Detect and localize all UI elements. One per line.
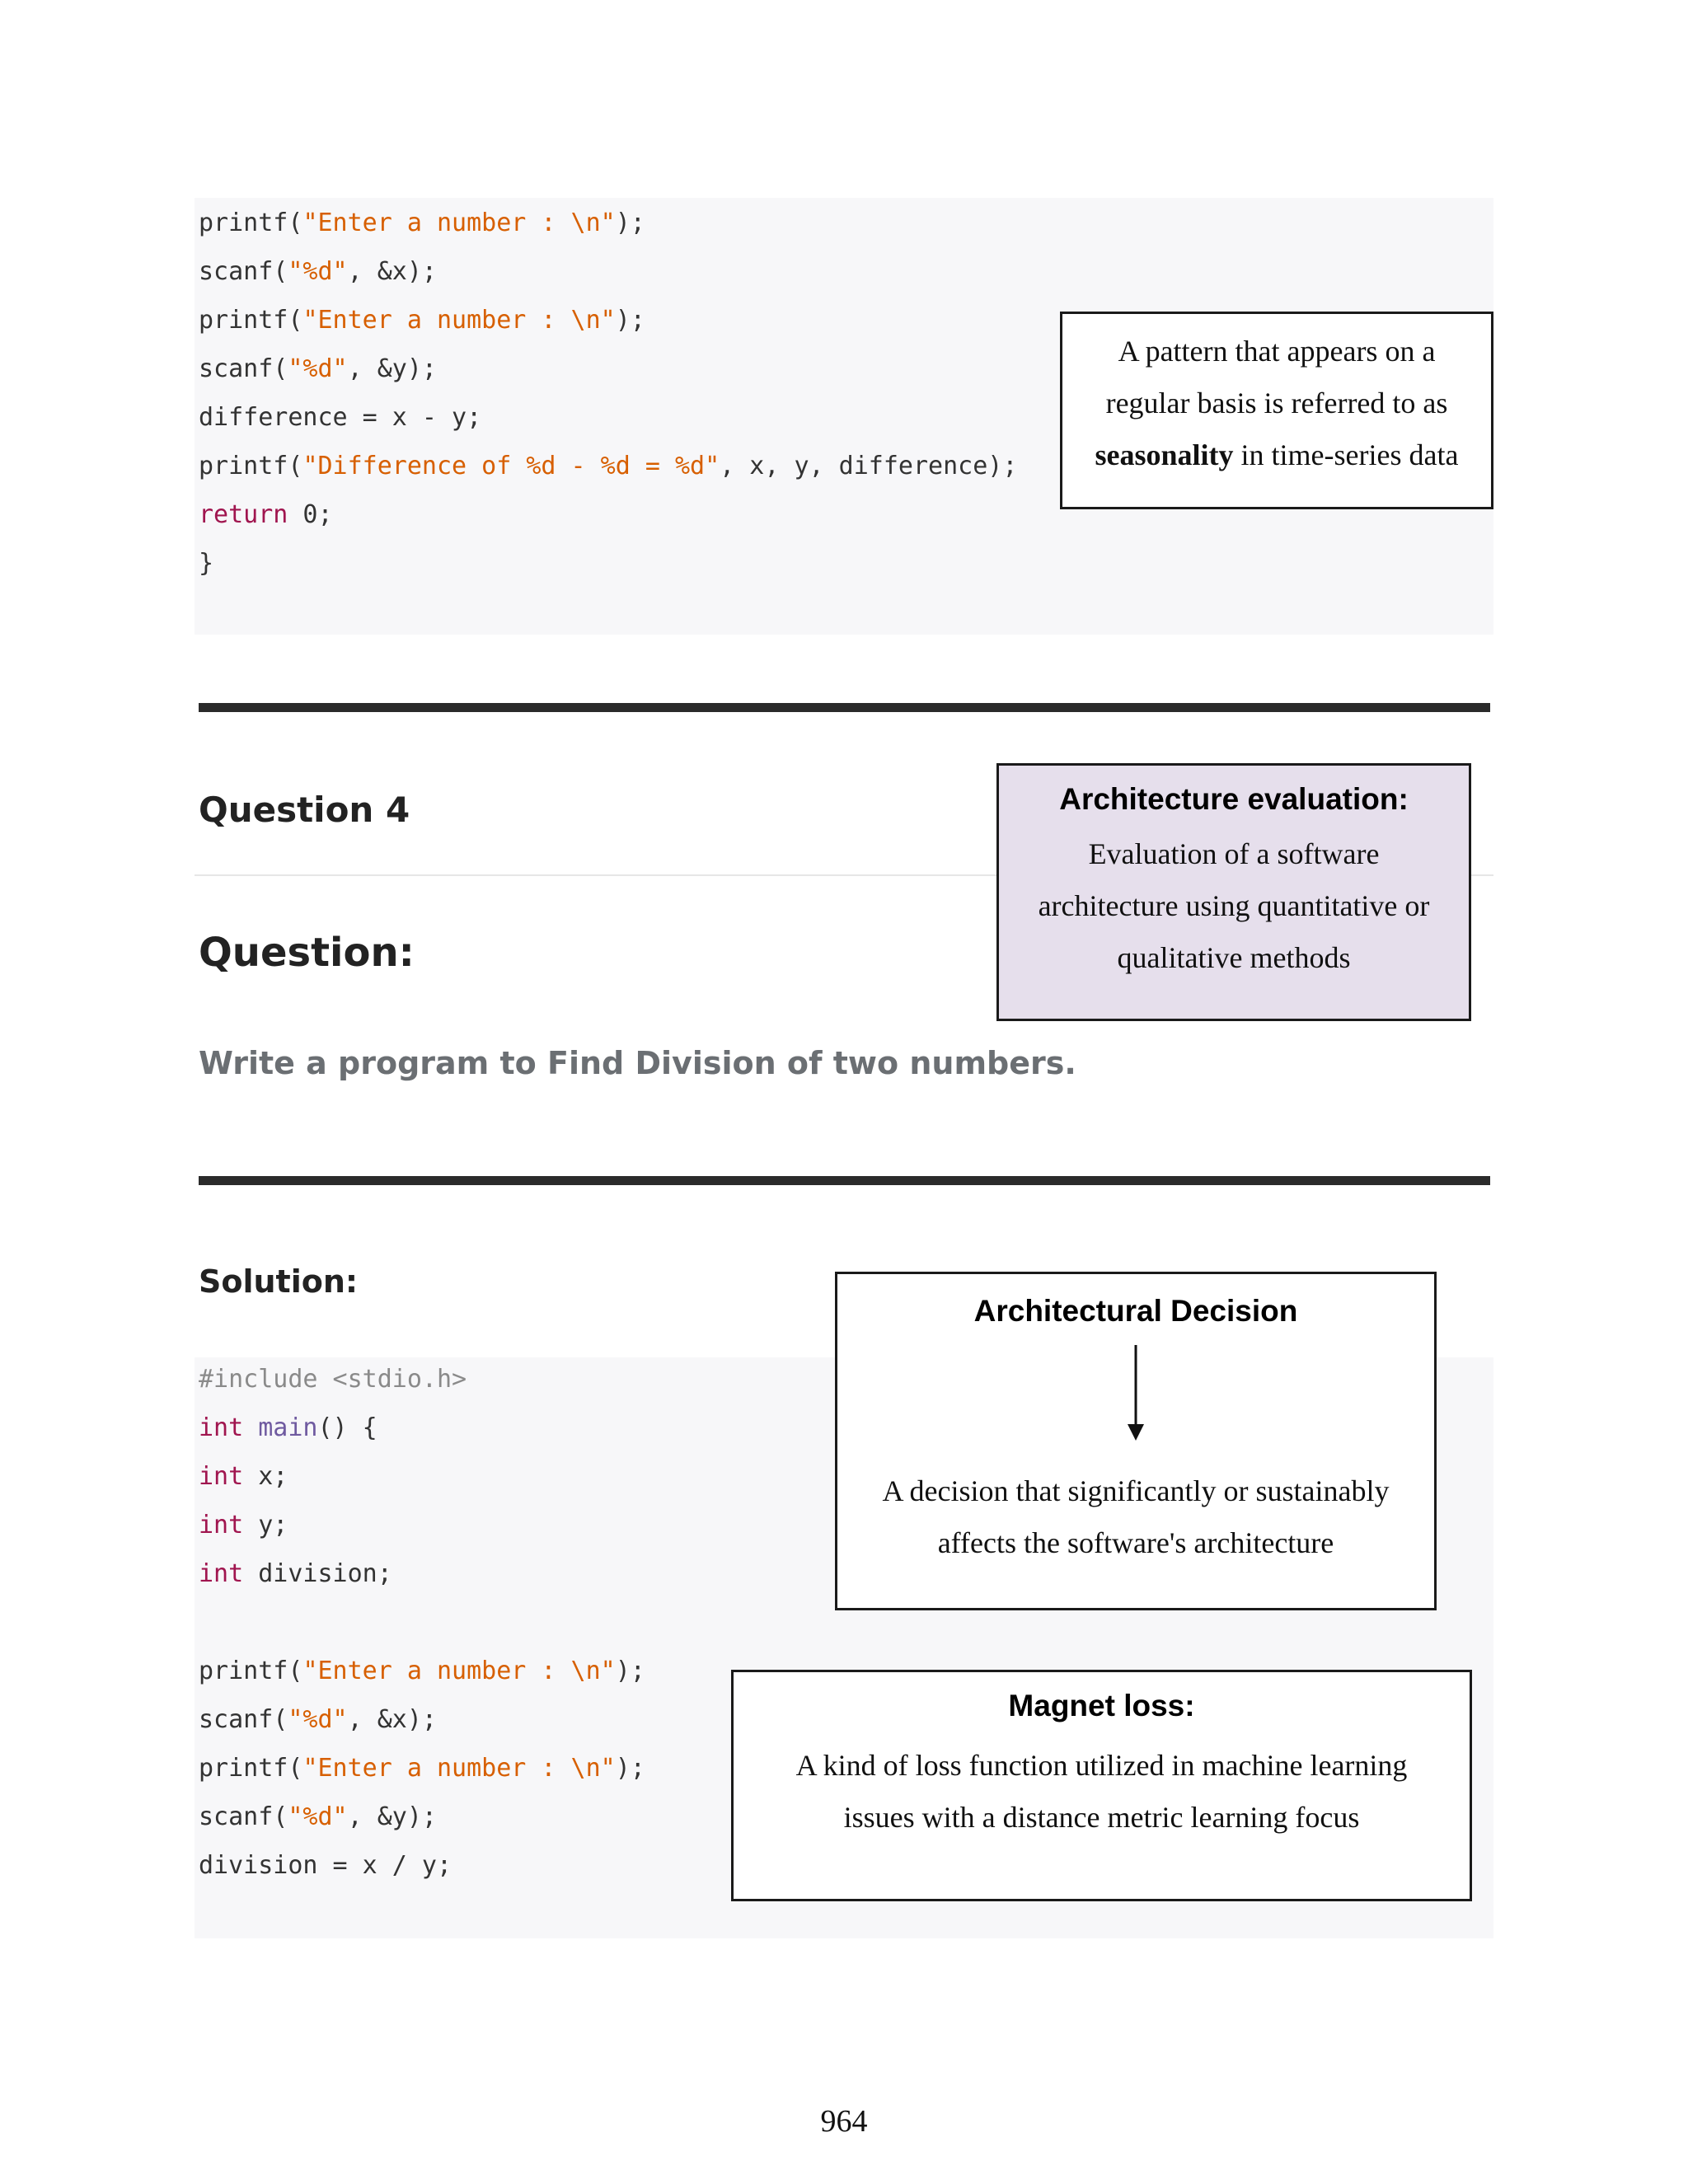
seasonality-text-after: in time-series data <box>1240 438 1459 471</box>
code-token: 0; <box>288 500 333 529</box>
code-line <box>199 247 1017 296</box>
code-token: } <box>199 549 214 578</box>
code-token: printf( <box>199 1657 303 1685</box>
seasonality-term: seasonality <box>1095 438 1234 471</box>
code-token: y; <box>243 1511 288 1540</box>
code-token: int <box>199 1559 244 1588</box>
code-token: main <box>258 1413 318 1442</box>
code-token: printf( <box>199 1754 303 1783</box>
code-line <box>199 199 1017 247</box>
code-token: int <box>199 1511 244 1540</box>
code-token: x; <box>243 1462 288 1491</box>
architecture-evaluation-title: Architecture evaluation: <box>1059 782 1409 816</box>
code-token: "Enter a number : \n" <box>302 209 616 237</box>
architectural-decision-callout <box>835 1272 1437 1610</box>
seasonality-text-before: A pattern that appears on a regular basis is referred to as <box>1105 335 1448 419</box>
code-line <box>199 1404 645 1452</box>
architecture-evaluation-callout <box>996 763 1471 1021</box>
code-line <box>199 1549 645 1598</box>
code-line <box>199 1647 645 1695</box>
code-token <box>243 1413 258 1442</box>
code-token: "Enter a number : \n" <box>302 1754 616 1783</box>
code-token: ); <box>615 209 645 237</box>
code-token: ); <box>615 306 645 335</box>
architectural-decision-title: Architectural Decision <box>973 1294 1298 1328</box>
code-token: division = x / y; <box>199 1851 452 1880</box>
question-label: Question: <box>199 930 415 976</box>
code-token: printf( <box>199 306 303 335</box>
code-line <box>199 1695 645 1744</box>
top-code-lines <box>199 199 1017 588</box>
code-line <box>199 490 1017 539</box>
code-line <box>199 1452 645 1501</box>
code-token: , x, y, difference); <box>720 452 1018 480</box>
code-token: , &y); <box>347 354 437 383</box>
code-line <box>199 1501 645 1549</box>
magnet-loss-title: Magnet loss: <box>1008 1689 1195 1722</box>
code-token: , &x); <box>347 1705 437 1734</box>
code-token: () { <box>317 1413 377 1442</box>
down-arrow-icon <box>1123 1343 1148 1442</box>
code-token: ); <box>615 1657 645 1685</box>
architectural-decision-body: A decision that significantly or sustainably affects the software's architecture <box>882 1474 1390 1559</box>
code-token: "%d" <box>288 1705 348 1734</box>
code-token: scanf( <box>199 1802 288 1831</box>
code-token: , &x); <box>347 257 437 286</box>
code-line <box>199 393 1017 442</box>
code-token: printf( <box>199 452 303 480</box>
architecture-evaluation-body: Evaluation of a software architecture using quantitative or qualitative methods <box>1038 837 1430 974</box>
code-line <box>199 1841 645 1890</box>
seasonality-callout-text <box>1062 326 1491 481</box>
solution-code-lines <box>199 1355 645 1890</box>
code-line <box>199 1793 645 1841</box>
code-line <box>199 344 1017 393</box>
magnet-loss-callout <box>731 1670 1472 1901</box>
code-line <box>199 1355 645 1404</box>
code-token: scanf( <box>199 257 288 286</box>
solution-label: Solution: <box>199 1263 359 1300</box>
code-token: int <box>199 1413 244 1442</box>
code-token: "Difference of %d - %d = %d" <box>302 452 720 480</box>
code-token: "%d" <box>288 354 348 383</box>
code-token: "Enter a number : \n" <box>302 306 616 335</box>
question-text: Write a program to Find Division of two numbers. <box>199 1045 1076 1081</box>
code-token: division; <box>243 1559 392 1588</box>
code-token: return <box>199 500 288 529</box>
section-divider-2 <box>199 1176 1490 1185</box>
page-number: 964 <box>820 2104 868 2139</box>
section-divider-1 <box>199 703 1490 712</box>
code-line <box>199 539 1017 588</box>
code-line <box>199 442 1017 490</box>
code-token: scanf( <box>199 354 288 383</box>
magnet-loss-body: A kind of loss function utilized in machine learning issues with a distance metric learning focus <box>795 1749 1408 1834</box>
code-token: "Enter a number : \n" <box>302 1657 616 1685</box>
code-token: "%d" <box>288 257 348 286</box>
code-token: difference = x - y; <box>199 403 482 432</box>
code-line <box>199 1598 645 1647</box>
code-token: "%d" <box>288 1802 348 1831</box>
code-token: #include <stdio.h> <box>199 1365 467 1394</box>
code-token: printf( <box>199 209 303 237</box>
seasonality-callout <box>1060 312 1493 509</box>
code-token: scanf( <box>199 1705 288 1734</box>
code-token: , &y); <box>347 1802 437 1831</box>
code-line <box>199 1744 645 1793</box>
code-token: ); <box>615 1754 645 1783</box>
question-number-heading: Question 4 <box>199 790 410 830</box>
code-line <box>199 296 1017 344</box>
code-token: int <box>199 1462 244 1491</box>
